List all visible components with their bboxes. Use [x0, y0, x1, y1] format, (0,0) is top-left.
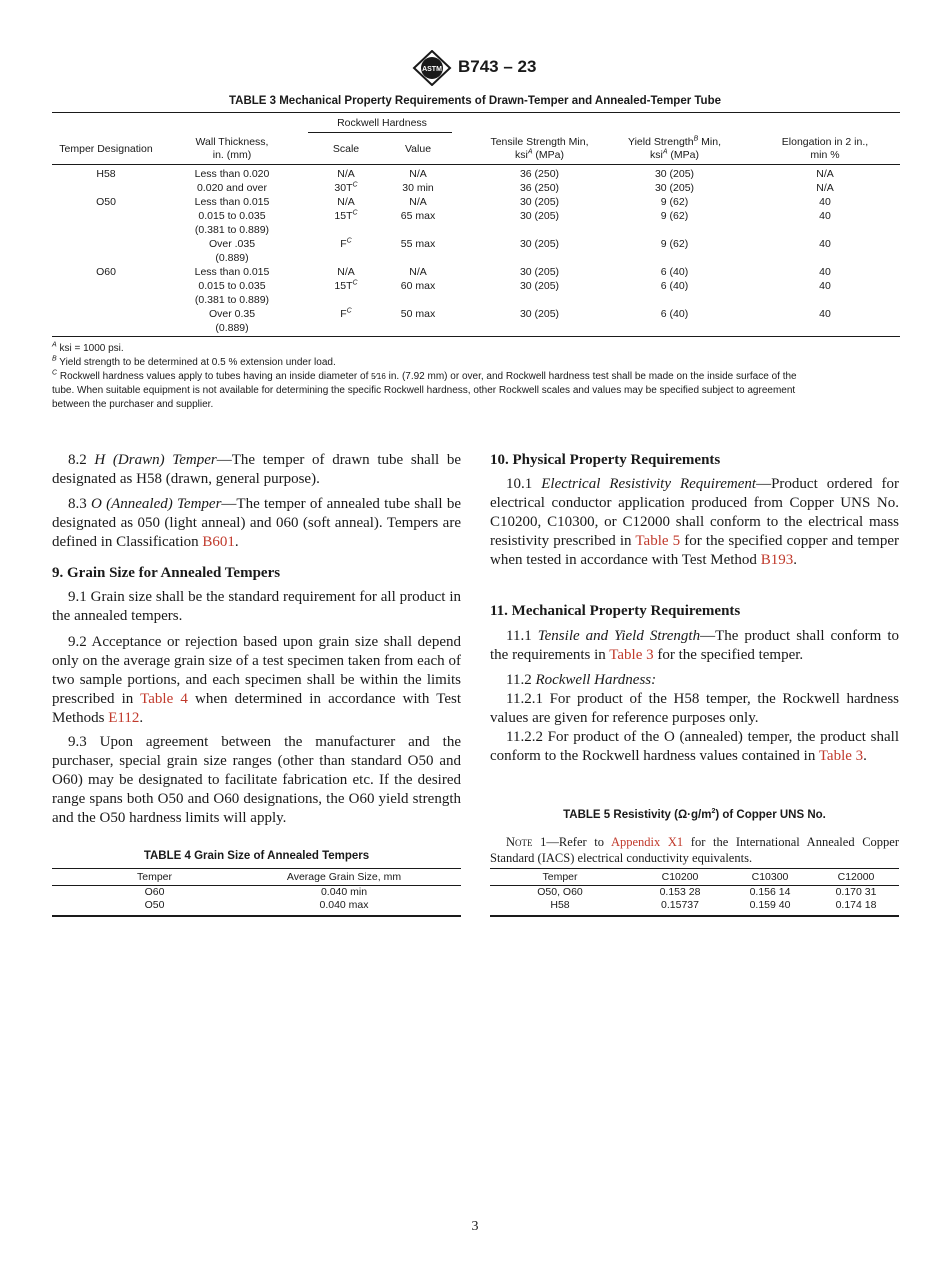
table4: [52, 868, 461, 918]
table3-group-rule: [308, 132, 452, 133]
table3-cell-scale: $15T^C$: [334, 279, 358, 292]
link-table-5[interactable]: Table 5: [635, 533, 681, 549]
table5-cell: O50, O60: [537, 886, 583, 898]
table3-cell-temper: O60: [96, 266, 116, 278]
table3-cell-yield: 9 (62): [660, 196, 689, 208]
table3-cell-wall: 0.020 and over: [196, 182, 268, 194]
table5-bottom-rule: [490, 915, 899, 917]
table3-cell-elong: N/A: [816, 182, 834, 194]
table3-cell-tensile: 30 (205): [519, 210, 560, 222]
table5-cell: 0.170 31: [835, 886, 877, 898]
table3-group-header: Rockwell Hardness: [337, 117, 427, 129]
table3-cell-elong: 40: [819, 280, 831, 292]
table3-cell-yield: 6 (40): [660, 280, 689, 292]
paragraph-9-3: 9.3 Upon agreement between the manufacturer and the purchaser, special grain size ranges (other than standard O50 and O60) may be designated to facilitate fabrication etc. If the desired range spans both O50 and O60 designations, the O60 yield strength and the O50 hardness limits will apply.: [52, 734, 461, 826]
table5-title: TABLE 5 Resistivity $(\Omega\cdot g/m^2)$ of Copper UNS No.: [563, 808, 826, 821]
table3-cell-tensile: 30 (205): [519, 266, 560, 278]
document-header: [0, 50, 950, 86]
table3-cell-wall: Less than 0.020: [194, 168, 270, 180]
table3-cell-wall: (0.889): [215, 252, 249, 264]
paragraph-8-2: 8.2 H (Drawn) Temper—The temper of drawn tube shall be designated as H58 (drawn, general purpose).: [52, 452, 461, 487]
link-e112[interactable]: E112: [108, 710, 140, 726]
table3-cell-value: 60 max: [400, 280, 436, 292]
table3-col-value: Value: [404, 143, 432, 155]
table3-cell-elong: 40: [819, 210, 831, 222]
table4-title: TABLE 4 Grain Size of Annealed Tempers: [143, 850, 370, 862]
table5-cell: H58: [550, 899, 570, 911]
table3-cell-tensile: 30 (205): [519, 238, 560, 250]
table3-cell-yield: 6 (40): [660, 266, 689, 278]
table3-cell-temper: O50: [96, 196, 116, 208]
table3-col-tensile: Tensile Strength Min, ksi$^A$ (MPa): [490, 136, 589, 161]
table5-col-temper: Temper: [542, 871, 578, 883]
table3-col-temper: Temper Designation: [59, 143, 153, 155]
table5-cell: 0.159 40: [749, 899, 791, 911]
table5-cell: 0.174 18: [835, 899, 877, 911]
table4-bottom-rule: [52, 915, 461, 917]
table3-cell-value: N/A: [409, 266, 427, 278]
section-11-heading: 11. Mechanical Property Requirements: [490, 603, 741, 619]
table3-cell-scale: N/A: [337, 168, 355, 180]
link-table-4[interactable]: Table 4: [140, 691, 188, 707]
table3-cell-wall: 0.015 to 0.035: [198, 280, 266, 292]
table4-cell: O60: [144, 886, 165, 898]
table3-cell-yield: 9 (62): [660, 210, 689, 222]
table3-cell-tensile: 30 (205): [519, 280, 560, 292]
link-table-3[interactable]: Table 3: [609, 647, 654, 663]
table3-cell-elong: 40: [819, 308, 831, 320]
table5-col-c12000: C12000: [837, 871, 875, 883]
table5-col-c10200: C10200: [661, 871, 699, 883]
table3-cell-value: N/A: [409, 168, 427, 180]
table3-cell-wall: Over 0.35: [208, 308, 256, 320]
link-b193[interactable]: B193: [760, 552, 794, 568]
table3-cell-scale: $30T^C$: [334, 181, 358, 194]
page-number: 3: [471, 1219, 479, 1234]
paragraph-11-2-2: 11.2.2 For product of the O (annealed) temper, the product shall conform to the Rockwell hardness values contained in Table 3.: [490, 729, 899, 764]
table3-cell-value: N/A: [409, 196, 427, 208]
table3-cell-value: 30 min: [402, 182, 434, 194]
table3-col-wall: Wall Thickness, in. (mm): [195, 136, 269, 161]
table3-cell-tensile: 30 (205): [519, 196, 560, 208]
table3-header-rule: [52, 164, 900, 165]
paragraph-9-2: 9.2 Acceptance or rejection based upon grain size shall depend only on the average grain size of a test specimen taken from each of two sample portions, and each specimen shall be within the limits prescribed in Table 4 when determined in accordance with Test Methods E112.: [52, 634, 461, 726]
table3-cell-wall: (0.381 to 0.889): [194, 294, 270, 306]
table4-cell: 0.040 max: [319, 899, 369, 911]
section-10-heading: 10. Physical Property Requirements: [490, 452, 721, 468]
table3-cell-wall: Less than 0.015: [194, 266, 270, 278]
table4-cell: 0.040 min: [320, 886, 368, 898]
table3-cell-scale: $F^C$: [340, 307, 352, 320]
paragraph-11-2: 11.2 Rockwell Hardness:: [506, 672, 657, 688]
astm-logo-icon: [412, 50, 452, 86]
table3-col-yield: Yield Strength$^B$ Min, ksi$^A$ (MPa): [627, 135, 721, 161]
section-9-heading: 9. Grain Size for Annealed Tempers: [52, 565, 281, 581]
table5-note: Note 1—Refer to Appendix X1 for the International Annealed Copper Standard (IACS) electrical conductivity equivalents.: [490, 835, 899, 865]
paragraph-8-3: 8.3 O (Annealed) Temper—The temper of annealed tube shall be designated as 050 (light anneal) and 060 (soft anneal). Tempers are defined in Classification B601.: [52, 496, 461, 550]
table3-cell-value: 65 max: [400, 210, 436, 222]
table3-cell-yield: 30 (205): [654, 182, 695, 194]
table3-cell-tensile: 30 (205): [519, 308, 560, 320]
document-number: B743 – 23: [458, 57, 537, 76]
link-table-3-hardness[interactable]: Table 3: [818, 748, 864, 764]
table3-cell-wall: Less than 0.015: [194, 196, 270, 208]
table3-cell-value: 55 max: [400, 238, 436, 250]
link-b601[interactable]: B601: [202, 534, 235, 550]
table3-cell-tensile: 36 (250): [519, 168, 560, 180]
table3-cell-value: 50 max: [400, 308, 436, 320]
table3-footnote-a: $^A$ ksi = 1000 psi.: [52, 341, 124, 354]
table5: [490, 868, 899, 918]
paragraph-11-1: 11.1 Tensile and Yield Strength—The product shall conform to the requirements in Table 3 for the specified temper.: [490, 628, 899, 663]
table3-cell-scale: $15T^C$: [334, 209, 358, 222]
table3-cell-yield: 9 (62): [660, 238, 689, 250]
table3-cell-tensile: 36 (250): [519, 182, 560, 194]
table3-cell-elong: 40: [819, 196, 831, 208]
table5-col-c10300: C10300: [751, 871, 789, 883]
link-appendix-x1[interactable]: Appendix X1: [610, 835, 684, 849]
table3-cell-wall: 0.015 to 0.035: [198, 210, 266, 222]
table3-top-rule: [52, 112, 900, 113]
table4-col-size: Average Grain Size, mm: [286, 871, 402, 883]
table3-title: TABLE 3 Mechanical Property Requirements of Drawn-Temper and Annealed-Temper Tube: [228, 95, 722, 107]
table3-cell-scale: $F^C$: [340, 237, 352, 250]
table3-cell-scale: N/A: [337, 266, 355, 278]
table3-cell-elong: N/A: [816, 168, 834, 180]
table3-cell-wall: (0.381 to 0.889): [194, 224, 270, 236]
table3-col-scale: Scale: [332, 143, 360, 155]
table3-cell-wall: Over .035: [208, 238, 256, 250]
table3-cell-temper: H58: [96, 168, 116, 180]
table5-cell: 0.156 14: [749, 886, 791, 898]
table3-footnote-c: $^C$ Rockwell hardness values apply to tubes having an inside diameter of 5⁄16 in. (7.92 mm) or over, and Rockwell hardness test shall be made on the inside surface of the tube. When suitable equipment is not available for determining the specific Rockwell hardness, other Rockwell scales and values may be specified subject to agreement between the purchaser and supplier.: [52, 369, 797, 410]
table4-cell: O50: [144, 899, 165, 911]
table5-top-rule: [490, 868, 899, 869]
table3-footnote-b: $^B$ Yield strength to be determined at 0.5 % extension under load.: [52, 355, 336, 368]
table3-bottom-rule: [52, 336, 900, 337]
table3-cell-elong: 40: [819, 238, 831, 250]
table4-top-rule: [52, 868, 461, 869]
paragraph-9-1: 9.1 Grain size shall be the standard requirement for all product in the annealed tempers.: [52, 589, 461, 624]
table4-col-temper: Temper: [136, 871, 172, 883]
table3-cell-yield: 30 (205): [654, 168, 695, 180]
paragraph-11-2-1: 11.2.1 For product of the H58 temper, the Rockwell hardness values are given for reference purposes only.: [490, 691, 899, 726]
paragraph-10-1: 10.1 Electrical Resistivity Requirement—Product ordered for electrical conductor application produced from Copper UNS No. C10200, C10300, or C12000 shall conform to the electrical mass resistivity prescribed in Table 5 for the specified copper and temper when tested in accordance with Test Method B193.: [490, 476, 899, 568]
table3-cell-wall: (0.889): [215, 322, 249, 334]
table3-cell-scale: N/A: [337, 196, 355, 208]
table3-cell-yield: 6 (40): [660, 308, 689, 320]
table5-cell: 0.153 28: [659, 886, 701, 898]
table5-cell: 0.15737: [661, 899, 699, 911]
svg-text:ASTM: ASTM: [422, 66, 442, 73]
table3-cell-elong: 40: [819, 266, 831, 278]
table3-col-elongation: Elongation in 2 in., min %: [781, 136, 869, 161]
